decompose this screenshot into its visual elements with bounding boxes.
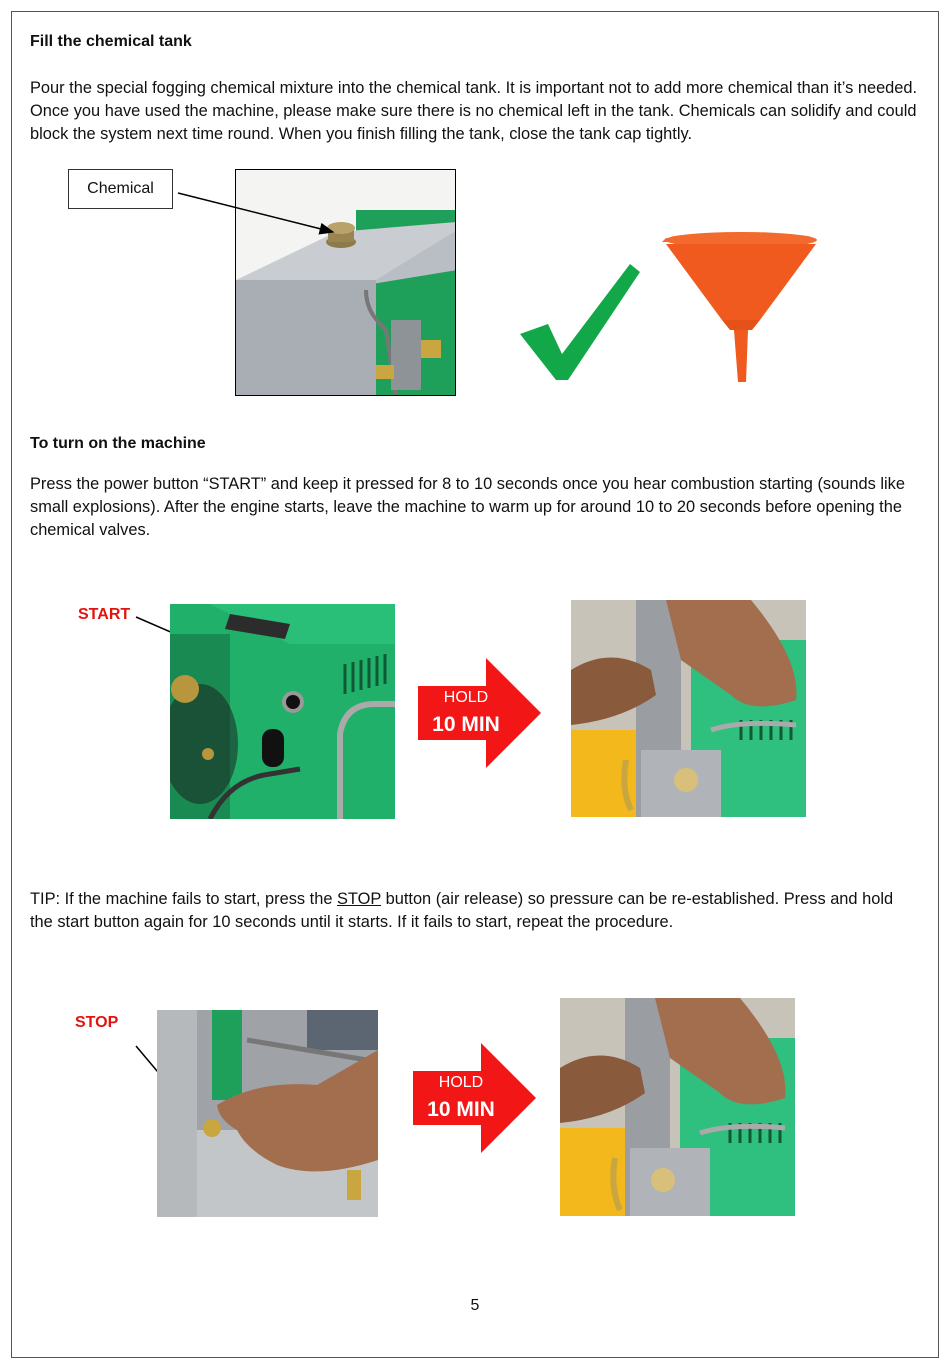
hold-arrow-2-line2: 10 MIN	[427, 1098, 495, 1121]
hold-arrow-1-line2: 10 MIN	[432, 713, 500, 736]
hold-arrow-2	[413, 1043, 536, 1153]
hold-arrow-2-line1: HOLD	[438, 1074, 484, 1091]
turn-on-paragraph: Press the power button “START” and keep it pressed for 8 to 10 seconds once you hear combustion starting (sounds like small explosions). After the engine starts, leave the machine to warm up for around 10 to 20 seconds before opening the chemical valves.	[30, 475, 905, 539]
page-number: 5	[470, 1297, 480, 1314]
funnel-icon	[658, 230, 820, 385]
tip-stop-underlined: STOP	[337, 890, 382, 908]
stop-button-photo	[157, 1010, 378, 1217]
start-label: START	[78, 606, 131, 623]
hold-arrow-1	[418, 658, 541, 768]
hand-holding-photo-2	[560, 998, 795, 1216]
stop-label: STOP	[75, 1014, 119, 1031]
hand-holding-photo-1	[571, 600, 806, 817]
chemical-callout-label: Chemical	[68, 169, 173, 209]
fill-tank-paragraph: Pour the special fogging chemical mixture into the chemical tank. It is important not to add more chemical than it’s needed. Once you have used the machine, please make sure there is no chemical left in the tank. Chemicals can solidify and could block the system next time round. When you finish filling the tank, close the tank cap tightly.	[30, 79, 918, 143]
checkmark-icon	[518, 262, 642, 382]
hold-arrow-1-line1: HOLD	[443, 689, 489, 706]
section-heading-turn-on: To turn on the machine	[30, 435, 206, 452]
tip-prefix: TIP: If the machine fails to start, press the	[30, 890, 337, 908]
start-button-photo	[170, 604, 395, 819]
chemical-tank-photo	[235, 169, 456, 396]
tip-paragraph	[30, 888, 920, 934]
section-heading-fill-tank: Fill the chemical tank	[30, 33, 192, 50]
tip-suffix: button (air release) so pressure can be re-established. Press and hold the start button again for 10 seconds until it starts. If it fails to start, repeat the procedure.	[30, 890, 894, 931]
